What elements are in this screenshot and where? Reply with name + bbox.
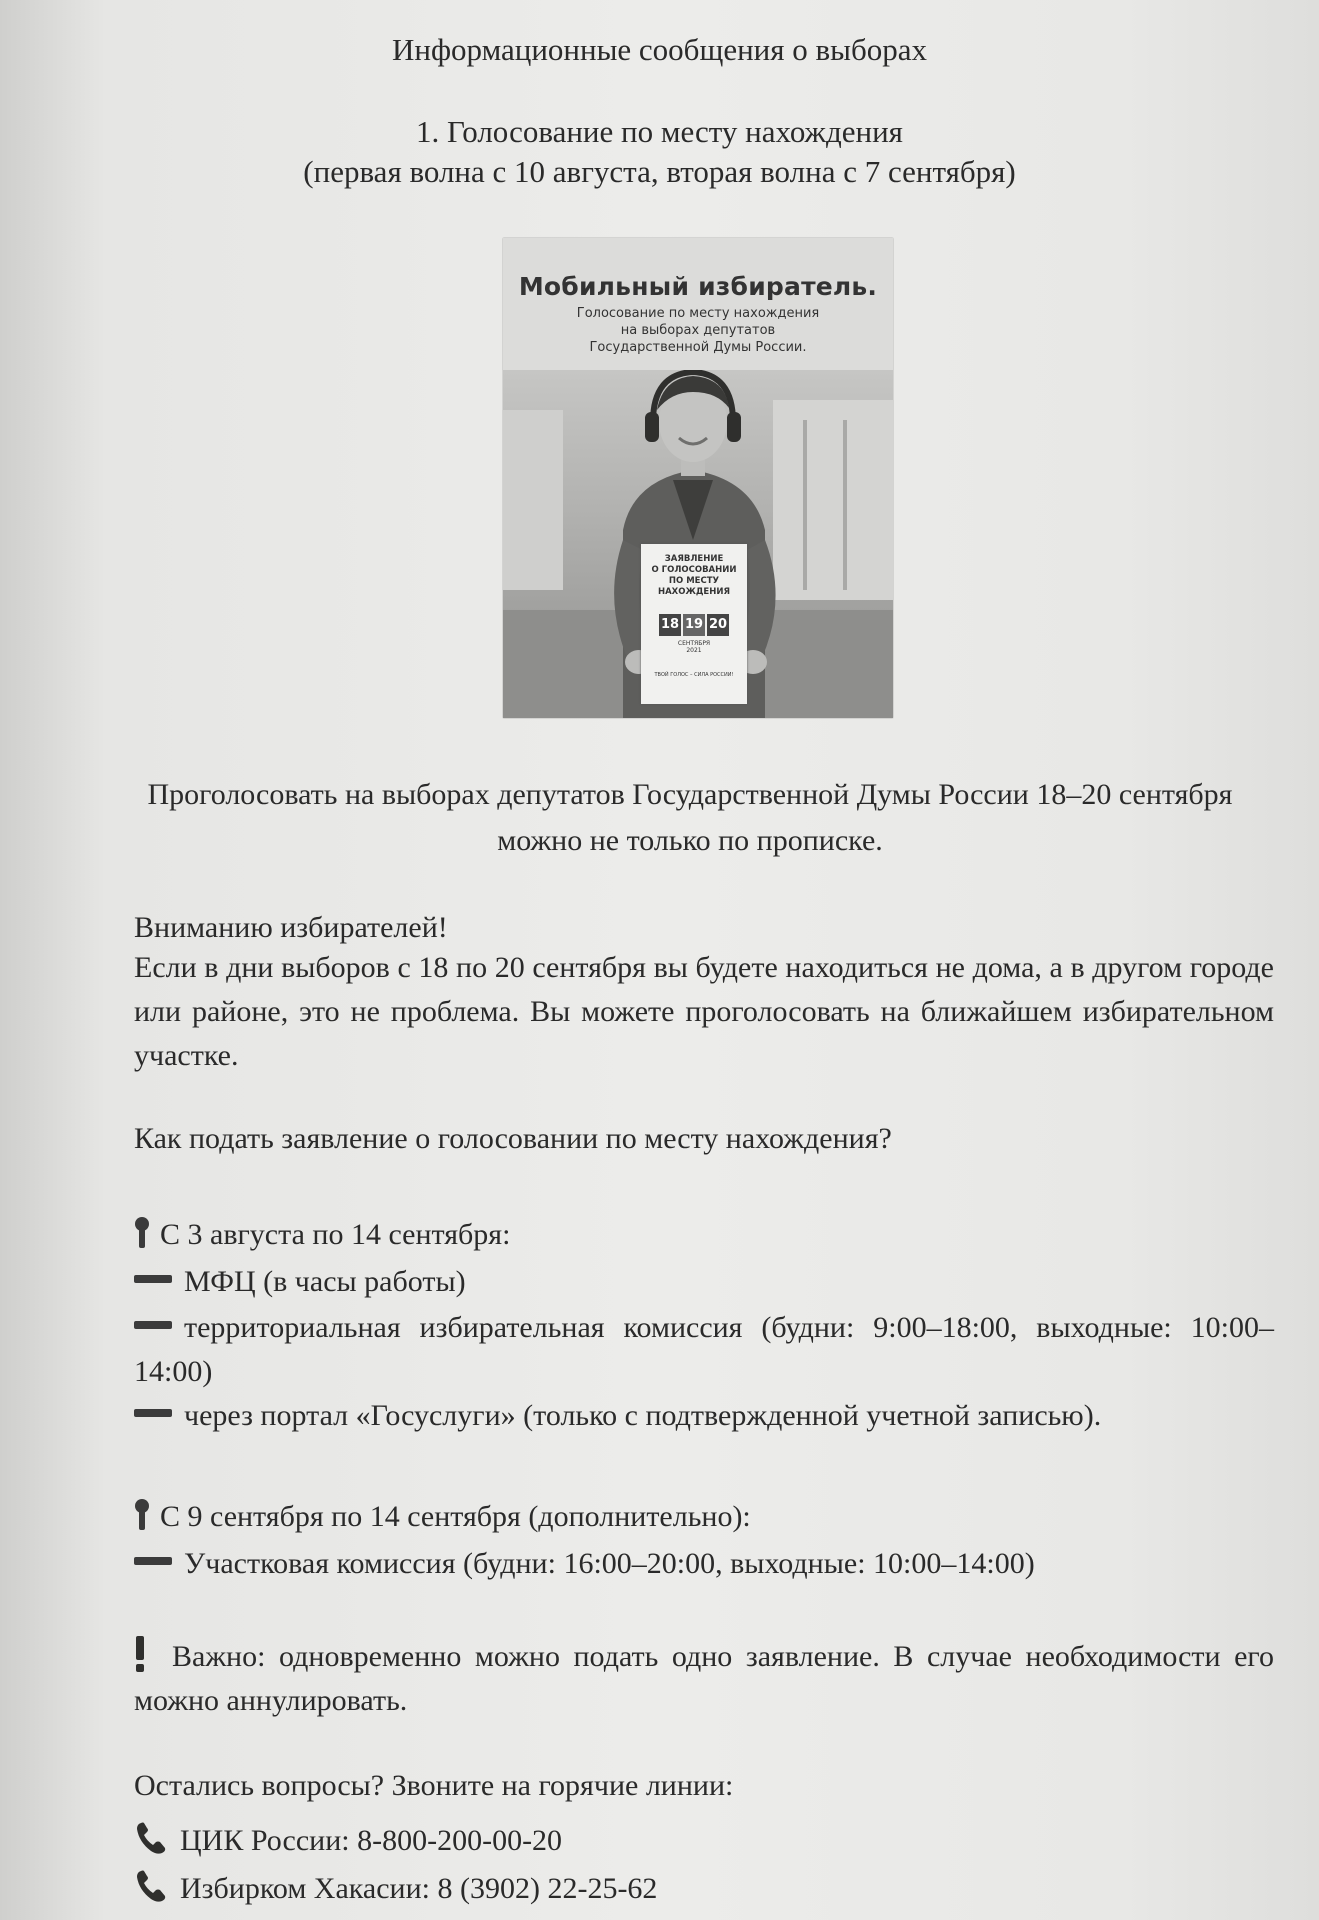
dash-icon	[134, 1321, 172, 1329]
poster-subtitle-line: Государственной Думы России.	[589, 340, 807, 355]
list-item-text: МФЦ (в часы работы)	[184, 1265, 466, 1298]
attention-title: Вниманию избирателей!	[134, 911, 448, 944]
poster-subtitle	[503, 305, 893, 356]
pushpin-icon	[134, 1498, 150, 1532]
poster-subtitle-line: на выборах депутатов	[620, 323, 776, 338]
placard-month: СЕНТЯБРЯ	[677, 640, 711, 647]
lead-paragraph: Проголосовать на выборах депутатов Государственной Думы России 18–20 сентября можно не только по прописке.	[147, 778, 1233, 857]
dash-icon	[134, 1557, 172, 1565]
dash-icon	[134, 1275, 172, 1283]
dash-icon	[134, 1409, 172, 1417]
list-item-text: территориальная избирательная комиссия (будни: 9:00–18:00, выходные: 10:00–14:00)	[134, 1311, 1274, 1388]
placard-date: 20	[707, 614, 729, 636]
list-item-text: Участковая комиссия (будни: 16:00–20:00, выходные: 10:00–14:00)	[184, 1547, 1035, 1580]
list-item	[134, 1260, 1274, 1304]
poster-header	[503, 238, 893, 370]
poster-subtitle-line: Голосование по месту нахождения	[576, 306, 820, 321]
placard-date: 18	[659, 614, 681, 636]
period2-title	[134, 1492, 1274, 1539]
list-item	[134, 1394, 1274, 1438]
placard-date: 19	[683, 614, 705, 636]
document-title: Информационные сообщения о выборах	[391, 32, 928, 67]
how-to-apply-question: Как подать заявление о голосовании по месту нахождения?	[134, 1122, 892, 1155]
hotline-item	[134, 1814, 1274, 1863]
period2-title-text: С 9 сентября по 14 сентября (дополнительно):	[160, 1500, 751, 1533]
placard-year: 2021	[686, 647, 702, 654]
hotline-text: ЦИК России: 8-800-200-00-20	[180, 1824, 563, 1857]
important-note	[134, 1630, 1274, 1723]
important-note-text: Важно: одновременно можно подать одно заявление. В случае необходимости его можно аннулировать.	[134, 1640, 1274, 1717]
hotline-text: Избирком Хакасии: 8 (3902) 22-25-62	[180, 1872, 658, 1905]
exclamation-icon	[134, 1636, 146, 1672]
period1-title-text: С 3 августа по 14 сентября:	[160, 1218, 511, 1251]
poster-title: Мобильный избиратель.	[518, 272, 878, 301]
section-title: 1. Голосование по месту нахождения	[416, 114, 903, 149]
section-subtitle: (первая волна с 10 августа, вторая волна с 7 сентября)	[303, 154, 1016, 189]
phone-icon	[134, 1868, 170, 1904]
attention-body: Если в дни выборов с 18 по 20 сентября вы будете находиться не дома, а в другом городе или районе, это не проблема. Вы можете проголосовать на ближайшем избирательном участке.	[134, 951, 1274, 1072]
application-placard	[641, 544, 747, 704]
placard-dates	[659, 614, 729, 638]
phone-icon	[134, 1820, 170, 1856]
period1-title	[134, 1210, 1274, 1257]
placard-title: ЗАЯВЛЕНИЕ О ГОЛОСОВАНИИ ПО МЕСТУ НАХОЖДЕНИЯ	[651, 554, 737, 597]
list-item	[134, 1542, 1274, 1586]
list-item	[134, 1306, 1274, 1394]
hotline-intro: Остались вопросы? Звоните на горячие линии:	[134, 1769, 734, 1802]
poster-photo	[503, 370, 893, 718]
mobile-voter-poster	[503, 238, 893, 718]
pushpin-icon	[134, 1216, 150, 1250]
placard-footer: ТВОЙ ГОЛОС – СИЛА РОССИИ!	[654, 672, 734, 678]
hotline-item	[134, 1862, 1274, 1911]
list-item-text: через портал «Госуслуги» (только с подтвержденной учетной записью).	[184, 1399, 1102, 1432]
